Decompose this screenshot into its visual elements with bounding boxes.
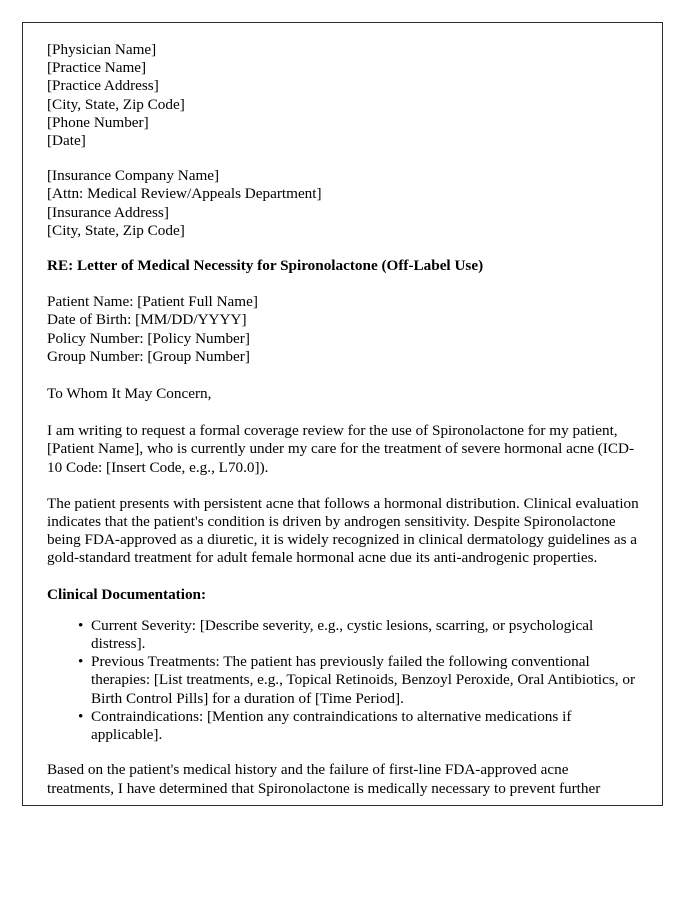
patient-date-of-birth-line: Date of Birth: [MM/DD/YYYY] bbox=[47, 311, 247, 329]
recipient-address-line-attention: [Attn: Medical Review/Appeals Department] bbox=[47, 185, 322, 203]
paragraph-medical-necessity-conclusion: Based on the patient's medical history and the failure of first-line FDA-approved acne treatments, I have determined that Spironolactone is medically necessary to prevent further bbox=[47, 761, 601, 797]
recipient-address-line-city-state-zip: [City, State, Zip Code] bbox=[47, 221, 185, 239]
list-item: • Previous Treatments: The patient has previously failed the following conventional therapies: [List treatments, e.g., Topical Retinoids, Benzoyl Peroxide, Oral Antibiotics, or Birth Control Pills] for a duration of [Time Period]. bbox=[91, 653, 639, 708]
sender-address-line-phone-number: [Phone Number] bbox=[47, 113, 149, 131]
paragraph-clinical-rationale: The patient presents with persistent acne that follows a hormonal distribution. Clinical evaluation indicates that the patient's condition is driven by androgen sensitivity. Despite Spironolactone being FDA-approved as a diuretic, it is widely recognized in clinical dermatology guidelines as a gold-standard treatment for adult female hormonal acne due its anti-androgenic properties. bbox=[47, 494, 639, 567]
letter-page bbox=[22, 22, 663, 806]
recipient-address-line-company-name: [Insurance Company Name] bbox=[47, 167, 220, 185]
sender-address-line-city-state-zip: [City, State, Zip Code] bbox=[47, 95, 185, 113]
clinical-documentation-heading: Clinical Documentation: bbox=[47, 585, 207, 603]
clinical-documentation-list bbox=[47, 617, 639, 744]
sender-address-line-date: [Date] bbox=[47, 132, 86, 150]
patient-information-block bbox=[47, 293, 639, 366]
salutation: To Whom It May Concern, bbox=[47, 385, 212, 403]
sender-address-line-physician-name: [Physician Name] bbox=[47, 41, 157, 58]
recipient-address-block bbox=[47, 167, 639, 240]
patient-name-line: Patient Name: [Patient Full Name] bbox=[47, 293, 258, 311]
recipient-address-line-address: [Insurance Address] bbox=[47, 203, 169, 221]
patient-group-number-line: Group Number: [Group Number] bbox=[47, 347, 250, 365]
paragraph-request-coverage-review: I am writing to request a formal coverage review for the use of Spironolactone for my patient, [Patient Name], who is currently under my care for the treatment of severe hormonal acne (ICD-10 Code: [Insert Code, e.g., L70.0]). bbox=[47, 422, 635, 476]
sender-address-line-practice-name: [Practice Name] bbox=[47, 59, 147, 77]
list-item: • Current Severity: [Describe severity, e.g., cystic lesions, scarring, or psychological distress]. bbox=[91, 617, 639, 653]
sender-address-line-practice-address: [Practice Address] bbox=[47, 77, 159, 95]
list-item: • Contraindications: [Mention any contraindications to alternative medications if applicable]. bbox=[91, 708, 639, 744]
patient-policy-number-line: Policy Number: [Policy Number] bbox=[47, 329, 250, 347]
sender-address-block bbox=[47, 41, 639, 150]
letter-body bbox=[47, 41, 639, 798]
re-subject-line: RE: Letter of Medical Necessity for Spironolactone (Off-Label Use) bbox=[47, 257, 484, 275]
